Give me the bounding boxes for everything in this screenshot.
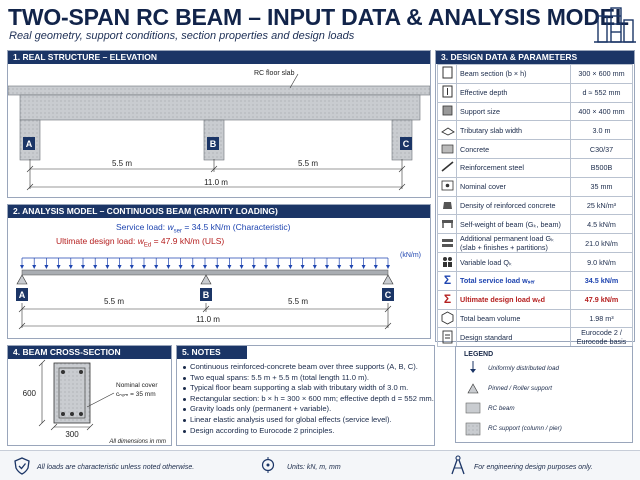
param-row	[438, 271, 633, 290]
section-width: 300	[65, 430, 79, 439]
span2-dim: 5.5 m	[297, 159, 319, 168]
param-value: 34.5 kN/m	[571, 271, 633, 290]
udl-arrowhead	[337, 265, 341, 269]
cover-value: cₙₒₘ = 35 mm	[116, 391, 156, 398]
design-data-heading: 3. DESIGN DATA & PARAMETERS	[436, 51, 634, 64]
param-row	[438, 290, 633, 309]
udl-arrowhead	[264, 265, 268, 269]
model-support-c: C	[384, 290, 392, 300]
param-value: C30/37	[571, 140, 633, 159]
depth-icon	[438, 83, 457, 102]
udl-arrowhead	[81, 265, 85, 269]
density-icon	[438, 196, 457, 215]
param-label: Self-weight of beam (Gₖ, beam)	[457, 215, 571, 234]
cover-label: Nominal cover	[116, 382, 158, 389]
udl-arrowhead	[69, 265, 73, 269]
param-row	[438, 65, 633, 84]
cross-section-drawing	[8, 359, 171, 445]
self-weight-icon	[438, 215, 457, 234]
cover-icon	[438, 177, 457, 196]
param-label: Reinforcement steel	[457, 158, 571, 177]
analysis-model-drawing	[8, 246, 430, 338]
svg-text:Σ: Σ	[443, 292, 451, 307]
param-row	[438, 328, 633, 347]
support-b-label: B	[209, 139, 217, 149]
param-label: Effective depth	[457, 83, 571, 102]
analysis-model-heading: 2. ANALYSIS MODEL – CONTINUOUS BEAM (GRAVITY LOADING)	[8, 205, 430, 218]
param-value: Eurocode 2 / Eurocode basis	[571, 328, 633, 347]
udl-arrowhead	[105, 265, 109, 269]
udl-arrowhead	[349, 265, 353, 269]
udl-arrowhead	[374, 265, 378, 269]
footer-left: All loads are characteristic unless noted otherwise.	[37, 464, 195, 471]
param-value: B500B	[571, 158, 633, 177]
permanent-load-icon	[438, 234, 457, 253]
note-item: Rectangular section: b × h = 300 × 600 mm; effective depth d = 552 mm.	[182, 394, 427, 405]
udl-arrowhead	[44, 265, 48, 269]
udl-arrowhead	[252, 265, 256, 269]
udl-arrowhead	[276, 265, 280, 269]
dims-note: All dimensions in mm	[109, 439, 166, 445]
udl-arrowhead	[386, 265, 390, 269]
support-a-symbol	[17, 275, 27, 284]
note-item: Typical floor beam supporting a slab with tributary width of 3.0 m.	[182, 383, 427, 394]
param-value: 21.0 kN/m	[571, 234, 633, 253]
param-value: 25 kN/m³	[571, 196, 633, 215]
param-label: Ultimate design load wₑd	[457, 290, 571, 309]
service-load-text: Service load: $w_{ser} = 34.5$ kN/m (Characteristic)	[116, 222, 291, 235]
notes-heading: 5. NOTES	[177, 346, 247, 359]
param-row	[438, 140, 633, 159]
udl-arrowhead	[325, 265, 329, 269]
udl-arrowhead	[142, 265, 146, 269]
variable-load-icon	[438, 253, 457, 272]
param-label: Concrete	[457, 140, 571, 159]
sum-icon	[438, 271, 457, 290]
param-label: Density of reinforced concrete	[457, 196, 571, 215]
model-total: 11.0 m	[196, 315, 220, 324]
param-row	[438, 234, 633, 253]
support-size-icon	[438, 102, 457, 121]
param-value: 400 × 400 mm	[571, 102, 633, 121]
note-item: Two equal spans: 5.5 m + 5.5 m (total length 11.0 m).	[182, 373, 427, 384]
udl-arrowhead	[179, 265, 183, 269]
building-logo-icon	[592, 2, 638, 44]
elevation-heading: 1. REAL STRUCTURE – ELEVATION	[8, 51, 430, 64]
param-row	[438, 309, 633, 328]
udl-arrowhead	[166, 265, 170, 269]
udl-arrowhead	[154, 265, 158, 269]
param-value: 300 × 600 mm	[571, 65, 633, 84]
rc-beam	[20, 95, 420, 120]
udl-arrowhead	[301, 265, 305, 269]
support-c-label: C	[402, 139, 410, 149]
units-icon	[260, 457, 276, 473]
note-item: Continuous reinforced-concrete beam over three supports (A, B, C).	[182, 362, 427, 373]
param-row	[438, 83, 633, 102]
design-data-table	[437, 64, 633, 347]
concrete-icon	[438, 140, 457, 159]
compass-icon	[450, 455, 466, 475]
param-row	[438, 215, 633, 234]
model-span1: 5.5 m	[103, 297, 125, 306]
param-label: Tributary slab width	[457, 121, 571, 140]
total-dim: 11.0 m	[204, 178, 228, 187]
page-subtitle: Real geometry, support conditions, section properties and design loads	[9, 30, 355, 42]
udl-arrowhead	[32, 265, 36, 269]
udl-arrowhead	[227, 265, 231, 269]
param-value: d ≈ 552 mm	[571, 83, 633, 102]
span1-dim: 5.5 m	[111, 159, 133, 168]
elevation-drawing	[8, 64, 430, 197]
shield-check-icon	[14, 457, 30, 475]
param-value: 35 mm	[571, 177, 633, 196]
floor-slab	[8, 86, 430, 95]
load-unit-label: (kN/m)	[400, 252, 421, 259]
legend-support: Pinned / Roller support	[488, 385, 553, 392]
param-row	[438, 102, 633, 121]
svg-text:Σ: Σ	[443, 273, 451, 288]
param-row	[438, 158, 633, 177]
udl-arrowhead	[240, 265, 244, 269]
udl-arrowhead	[118, 265, 122, 269]
param-label: Beam section (b × h)	[457, 65, 571, 84]
udl-arrows	[20, 258, 390, 269]
param-label: Nominal cover	[457, 177, 571, 196]
note-item: Design according to Eurocode 2 principles.	[182, 426, 427, 437]
rebar-icon	[438, 158, 457, 177]
support-a-label: A	[25, 139, 33, 149]
beam-model	[22, 270, 388, 275]
legend-title: LEGEND	[464, 351, 494, 358]
param-row	[438, 177, 633, 196]
legend-box	[455, 346, 633, 443]
footer-right: For engineering design purposes only.	[474, 464, 593, 471]
slab-label: RC floor slab	[254, 70, 295, 77]
udl-arrowhead	[203, 265, 207, 269]
page-title: TWO-SPAN RC BEAM – INPUT DATA & ANALYSIS MODEL	[8, 4, 629, 30]
param-label: Additional permanent load Gₖ (slab + finishes + partitions)	[457, 234, 571, 253]
model-support-a: A	[18, 290, 26, 300]
sum-icon	[438, 290, 457, 309]
cross-section-heading: 4. BEAM CROSS-SECTION	[8, 346, 171, 359]
udl-arrowhead	[191, 265, 195, 269]
support-c-symbol	[383, 275, 393, 284]
udl-arrowhead	[362, 265, 366, 269]
section-icon	[438, 65, 457, 84]
param-value: 1.98 m³	[571, 309, 633, 328]
udl-arrowhead	[288, 265, 292, 269]
param-value: 47.9 kN/m	[571, 290, 633, 309]
param-label: Total service load wₛₑᵣ	[457, 271, 571, 290]
udl-arrowhead	[215, 265, 219, 269]
legend-beam: RC beam	[488, 405, 515, 412]
legend-symbols	[464, 361, 484, 441]
udl-arrowhead	[57, 265, 61, 269]
model-support-b: B	[202, 290, 210, 300]
note-item: Gravity loads only (permanent + variable).	[182, 404, 427, 415]
param-label: Total beam volume	[457, 309, 571, 328]
legend-udl: Uniformly distributed load	[488, 365, 560, 372]
ultimate-load-text: Ultimate design load: $w_{Ed} = 47.9$ kN/m (ULS)	[56, 236, 225, 249]
param-row	[438, 196, 633, 215]
slab-width-icon	[438, 121, 457, 140]
param-row	[438, 121, 633, 140]
document-icon	[438, 328, 457, 347]
volume-icon	[438, 309, 457, 328]
param-value: 9.0 kN/m	[571, 253, 633, 272]
udl-arrowhead	[313, 265, 317, 269]
note-item: Linear elastic analysis used for global effects (service level).	[182, 415, 427, 426]
legend-column: RC support (column / pier)	[488, 425, 562, 432]
support-b-symbol	[201, 275, 211, 284]
param-label: Design standard	[457, 328, 571, 347]
udl-arrowhead	[93, 265, 97, 269]
param-value: 3.0 m	[571, 121, 633, 140]
param-label: Variable load Qₖ	[457, 253, 571, 272]
footer-center: Units: kN, m, mm	[287, 464, 341, 471]
udl-arrowhead	[20, 265, 24, 269]
section-height: 600	[22, 389, 36, 398]
model-span2: 5.5 m	[287, 297, 309, 306]
notes-list	[182, 362, 434, 436]
udl-arrowhead	[130, 265, 134, 269]
param-label: Support size	[457, 102, 571, 121]
param-row	[438, 253, 633, 272]
param-value: 4.5 kN/m	[571, 215, 633, 234]
